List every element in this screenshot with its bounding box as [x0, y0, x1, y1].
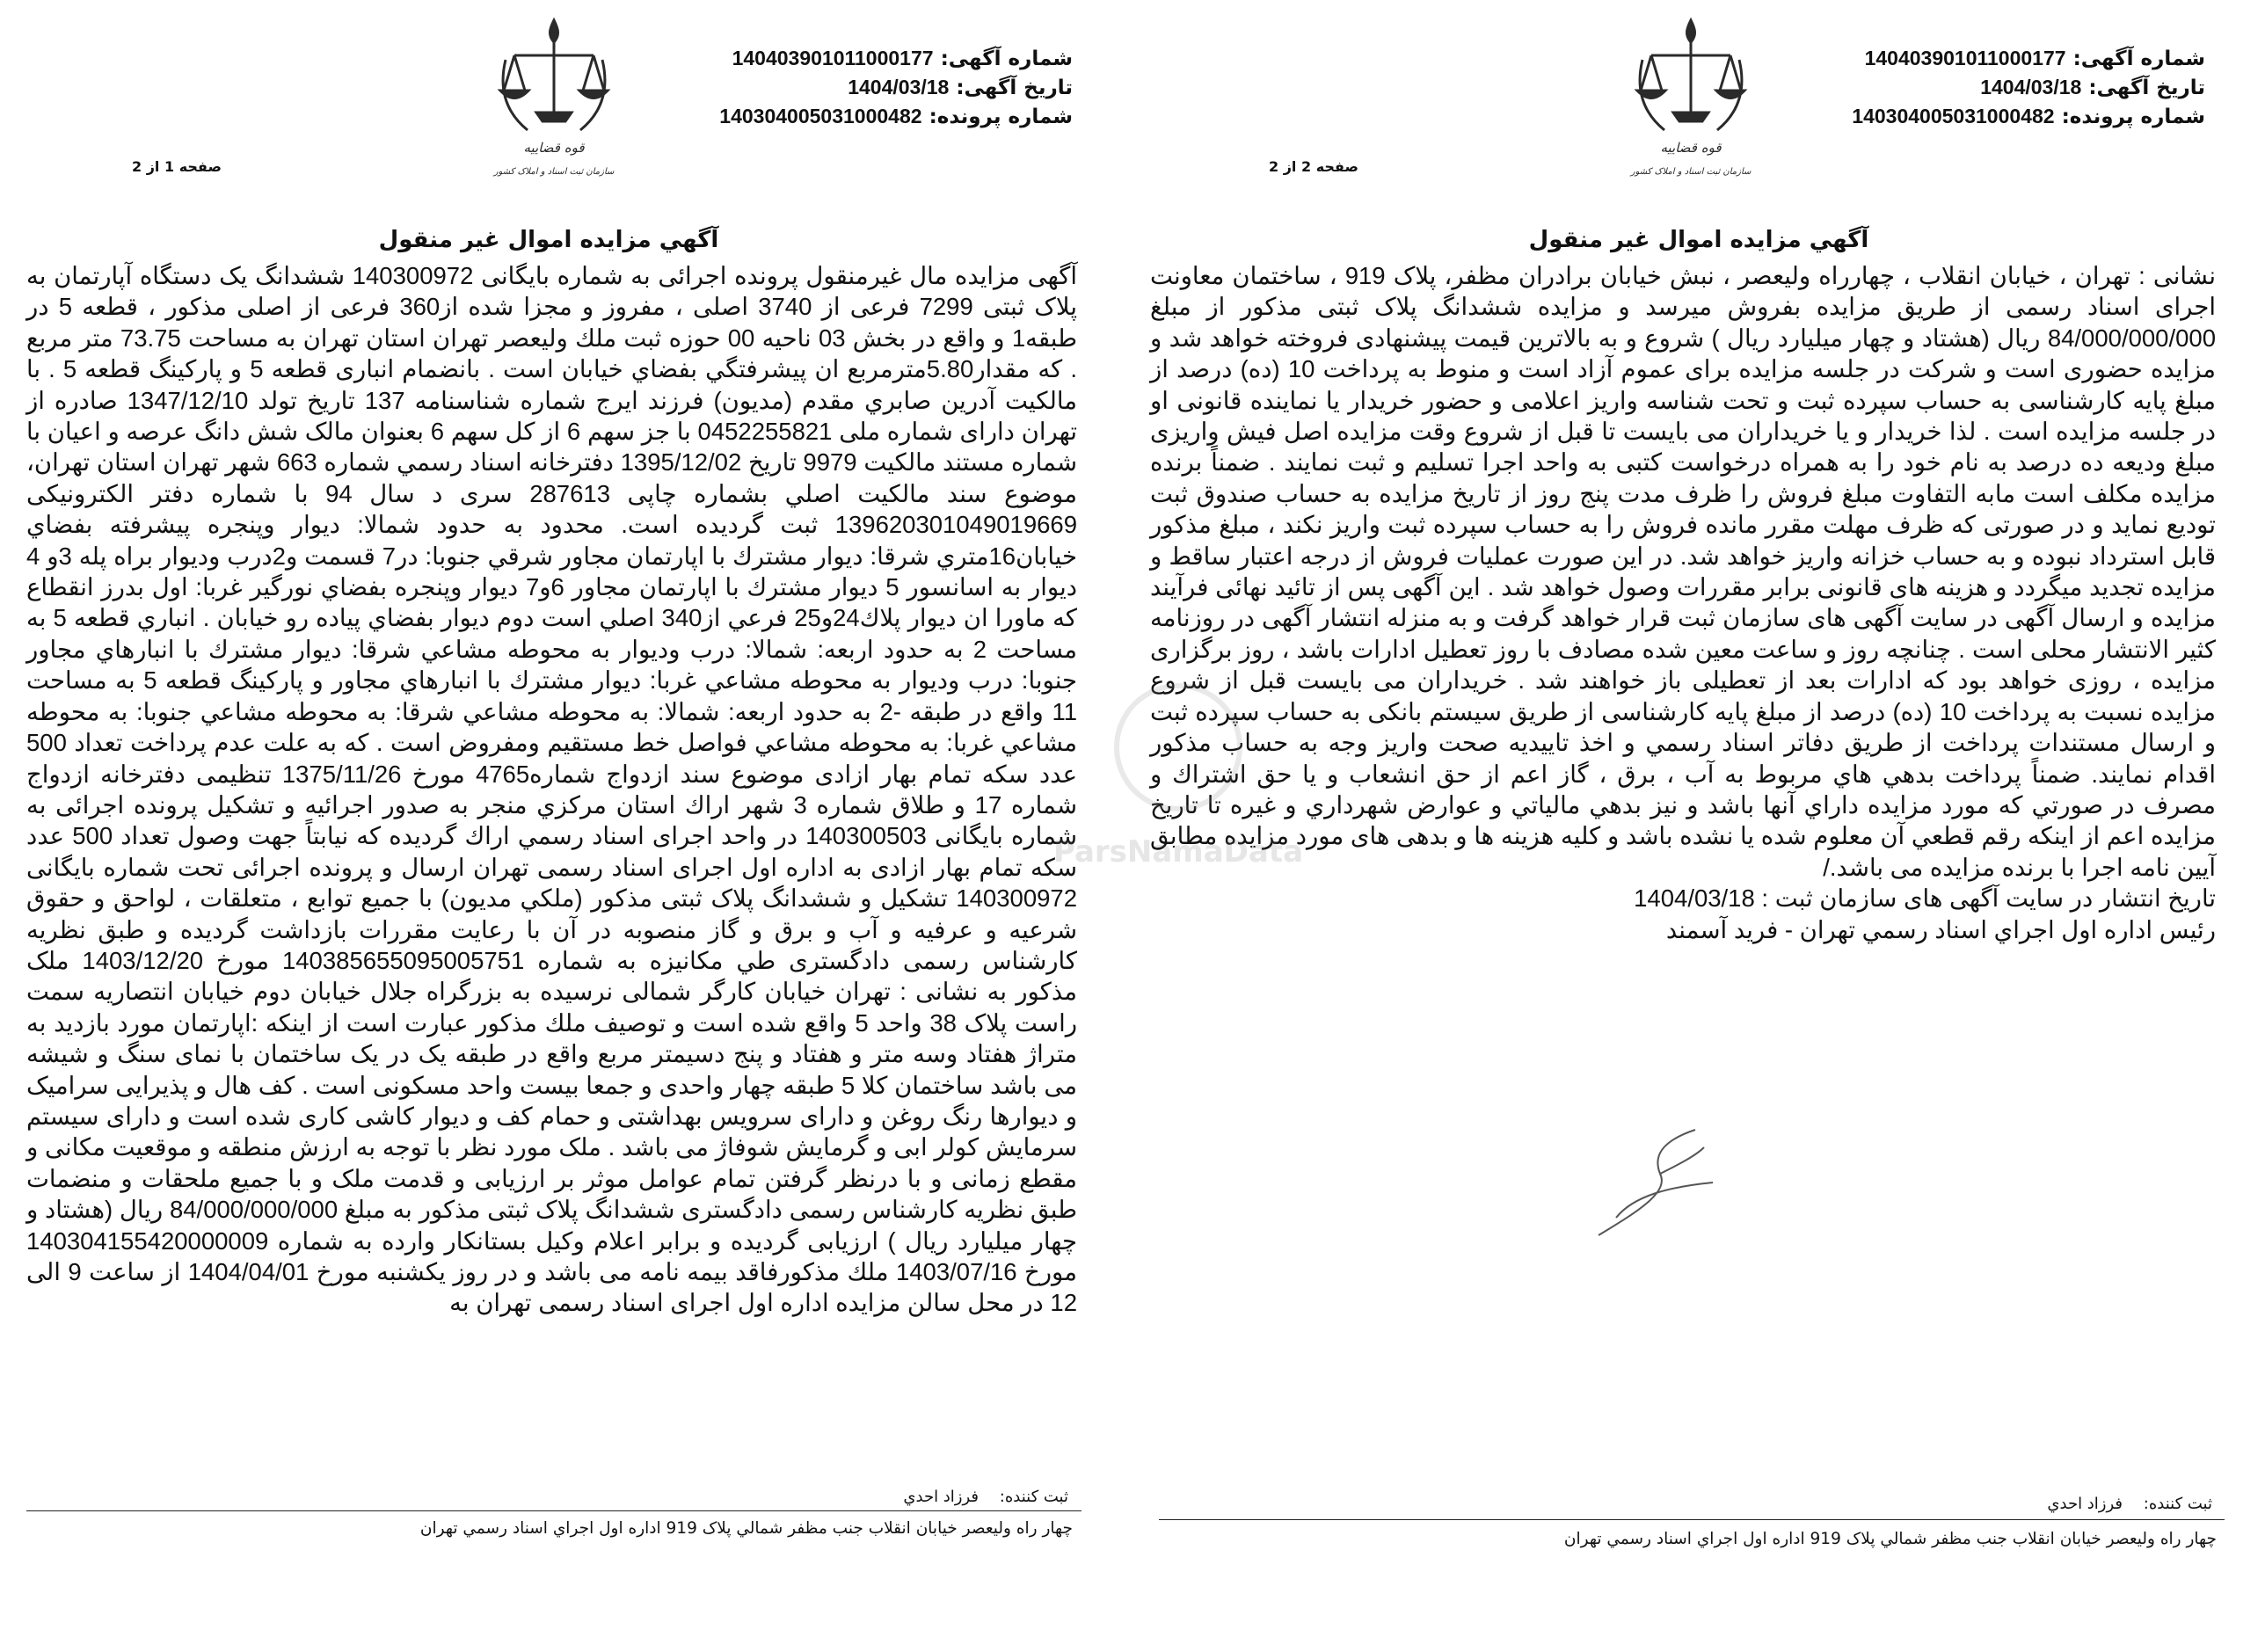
file-number: 140304005031000482 — [719, 105, 922, 127]
publish-line-date: 1404/03/18 — [1634, 884, 1755, 913]
file-number-row — [1836, 102, 2205, 131]
watermark-logo — [1046, 668, 1310, 1020]
file-number: 140304005031000482 — [1852, 105, 2055, 127]
notice-number-row — [1836, 44, 2205, 73]
page-number: صفحه 2 از 2 — [1269, 158, 1358, 175]
file-number-row — [703, 102, 1073, 131]
file-number-label: شماره پرونده: — [929, 106, 1073, 128]
emblem-caption-1: قوه قضاییه — [523, 140, 585, 156]
recorder-name: فرزاد احدي — [2047, 1495, 2123, 1513]
notice-number-label: شماره آگهی: — [940, 47, 1073, 70]
footer-address: چهار راه وليعصر خيابان انقلاب جنب مظفر شمالي پلاک 919 اداره اول اجراي اسناد رسمي تهران — [1563, 1530, 2217, 1548]
notice-number-row — [703, 44, 1073, 73]
footer-address: چهار راه وليعصر خيابان انقلاب جنب مظفر شمالي پلاک 919 اداره اول اجراي اسناد رسمي تهران — [419, 1519, 1073, 1538]
recorder-label: ثبت كننده: — [2143, 1495, 2212, 1513]
notice-meta — [703, 44, 1073, 131]
notice-date-label: تاریخ آگهی: — [2088, 76, 2205, 99]
notice-number: 140403901011000177 — [1864, 47, 2066, 69]
notice-meta — [1836, 44, 2205, 131]
watermark-text: ParsNamaData — [1052, 834, 1304, 870]
notice-date-label: تاریخ آگهی: — [956, 76, 1073, 99]
judiciary-emblem-icon — [488, 7, 620, 200]
recorder — [2047, 1495, 2212, 1513]
signatory: رئيس اداره اول اجراي اسناد رسمي تهران - فريد آسمند — [1665, 915, 2216, 943]
notice-date: 1404/03/18 — [848, 76, 950, 98]
page-1 — [0, 0, 1132, 1652]
recorder-name: فرزاد احدي — [903, 1488, 980, 1506]
notice-number: 140403901011000177 — [732, 47, 934, 69]
emblem-caption-1: قوه قضاییه — [1660, 140, 1722, 156]
footer-divider — [1159, 1519, 2225, 1520]
notice-body-text: نشانی : تهران ، خیابان انقلاب ، چهارراه ولیعصر ، نبش خیابان برادران مظفر، پلاک 919 ، ساختمان معاونت اجرای اسناد رسمی از طریق مزایده بفروش میرسد و مزایده ششدانگ پلاک ثبتی مذکور از مبلغ 84/000/000/000 ريال (هشتاد و چهار میلیارد ریال ) شروع و به بالاترین قیمت پیشنهادی فروخته خواهد شد و مزايده حضوری است و شرکت در جلسه مزایده برای عموم آزاد است و منوط به پرداخت 10 (ده) درصد از مبلغ پایه کارشناسی به حساب سپرده ثبت و تحت شناسه واریز اعلامی و حضور خريدار يا نماينده قانونی او در جلسه مزايده است . لذا خريدار و يا خريداران می بايست تا قبل از شروع وقت مزايده اصل فيش واريزی مبلغ وديعه ده درصد به نام خود را به همراه درخواست كتبی به واحد اجرا تسليم و ثبت نمايند . ضمناً برنده مزايده مكلف است مابه التفاوت مبلغ فروش را ظرف مدت پنج روز از تاريخ مزايده به حساب صندوق ثبت توديع نمايد و در صورتی كه ظرف مهلت مقرر مانده فروش را به حساب سپرده ثبت واريز نكند ، مبلغ مذكور قابل استرداد نبوده و به حساب خزانه واريز خواهد شد. در اين صورت عمليات فروش از درجه اعتبار ساقط و مزايده تجديد ميگردد و هزينه های قانونی برابر مقررات وصول خواهد شد . اين آگهی پس از تائيد نهائی فرآيند مزايده و ارسال آگهی در سايت آگهی های سازمان ثبت قرار خواهد گرفت و به منزله انتشار آگهی در روزنامه كثير الانتشار محلی است . چنانچه روز و ساعت معين شده مصادف با روز تعطيل ادارات باشد ، روز برگزاری مزايده ، روزی خواهد بود كه ادارات بعد از تعطيلی باز خواهند شد . خريداران می بايست قبل از شروع مزايده نسبت به پرداخت 10 (ده) درصد از مبلغ پايه كارشناسی از طريق سيستم بانكی به حساب سپرده ثبت و ارسال مستندات پرداخت از طريق دفاتر اسناد رسمي و اخذ تاييديه صحت واريز وجه به حساب مذكور اقدام نمايند. ضمناً پرداخت بدهي هاي مربوط به آب ، برق ، گاز اعم از حق انشعاب و يا حق اشتراك و مصرف در صورتي كه مورد مزايده داراي آنها باشد و نيز بدهي مالياتي و عوارض شهرداري و غيره تا تاريخ مزايده اعم از اينكه رقم قطعي آن معلوم شده يا نشده باشد و كليه هزينه ها و بدهی های مورد مزايده مطابق آيين نامه اجرا با برنده مزايده می باشد./ — [1150, 262, 2217, 881]
emblem-caption-2: سازمان ثبت اسناد و املاک کشور — [1630, 167, 1752, 177]
notice-body: آگهی مزایده مال غیرمنقول پرونده اجرائی به شماره بایگانی 140300972 ششدانگ یک دستگاه آپارتمان به پلاک ثبتی 7299 فرعی از 3740 اصلی ، مفروز و مجزا شده از360 فرعی از اصلی مذکور ، قطعه 5 در طبقه1 و واقع در بخش 03 ناحیه 00 حوزه ثبت ملك وليعصر تهران استان تهران به مساحت 73.75 متر مربع . كه مقدار5.80مترمربع ان پيشرفتگي بفضاي خيابان است . بانضمام انباری قطعه 5 و پارکینگ قطعه 5 . با مالكيت آدرين صابري مقدم (مديون) فرزند ایرج شماره شناسنامه 137 تاریخ تولد 1347/12/10 صادره از تهران دارای شماره ملی 0452255821 با جز سهم 6 از کل سهم 6 بعنوان مالک شش دانگ عرصه و اعيان با شماره مستند مالكيت 9979 تاريخ 1395/12/02 دفترخانه اسناد رسمي شماره 663 شهر تهران استان تهران، موضوع سند مالكيت اصلي بشماره چاپی 287613 سری د سال 94 با شماره دفتر الکترونیکی 139620301049019669 ثبت گرديده است. محدود به حدود شمالا: ديوار وپنجره پيشرفته بفضاي خيابان16متري شرقا: ديوار مشترك با اپارتمان مجاور شرقي جنوبا: در7 قسمت و2درب وديوار براه پله 3و 4 ديوار به اسانسور 5 ديوار مشترك با اپارتمان مجاور 6و7 ديوار وپنجره بفضاي نورگير غربا: اول بدرز انقطاع كه ماورا ان ديوار پلاك24و25 فرعي از340 اصلي است دوم ديوار بفضاي پياده رو خيابان . انباري قطعه 5 به مساحت 2 به حدود اربعه: شمالا: درب وديوار به محوطه مشاعي شرقا: ديوار مشترك با انبارهاي مجاور جنوبا: درب وديوار به محوطه مشاعي غربا: ديوار مشترك با انبارهاي مجاور و پاركينگ قطعه 5 به مساحت 11 واقع در طبقه -2 به حدود اربعه: شمالا: به محوطه مشاعي شرقا: به محوطه مشاعي جنوبا: به محوطه مشاعي غربا: به محوطه مشاعي فواصل خط مستقيم ومفروض است . كه به علت عدم پرداخت تعداد 500 عدد سكه تمام بهار ازادی موضوع سند ازدواج شماره4765 مورخ 1375/11/26 تنظيمی دفترخانه ازدواج شماره 17 و طلاق شماره 3 شهر اراك استان مركزي منجر به صدور اجرائیه و تشكيل پرونده اجرائی به شماره بايگانی 140300503 در واحد اجرای اسناد رسمي اراك گرديده كه نيابتاً جهت وصول تعداد 500 عدد سكه تمام بهار ازادی به اداره اول اجرای اسناد رسمی تهران ارسال و پرونده اجرائی تحت شماره بایگانی 140300972 تشکیل و ششدانگ پلاک ثبتی مذکور (ملكي مديون) با جميع توابع ، متعلقات ، لواحق و حقوق شرعیه و عرفیه و آب و برق و گاز منصوبه در آن با رعایت مقررات بازداشت گرديده و طبق نظريه كارشناس رسمی دادگستری طي مكانيزه به شماره 140385655095005751 مورخ 1403/12/20 ملک مذکور به نشانی : تهران خيابان کارگر شمالی نرسیده به بزرگراه جلال خیابان دوم خیابان انتصاریه سمت راست پلاک 38 واحد 5 واقع شده است و توصيف ملك مذكور عبارت است از اینکه :اپارتمان مورد بازدید به متراژ هفتاد وسه متر و هفتاد و پنج دسیمتر مربع واقع در طبقه یک در یک ساختمان با نمای سنگ و شیشه می باشد ساختمان کلا 5 طبقه چهار واحدی و جمعا بیست واحد مسکونی است . کف هال و پذیرایی سرامیک و دیوارها رنگ روغن و دارای سرویس بهداشتی و حمام کف و دیوار کاشی کاری شده است و دارای سیستم سرمایش کولر ابی و گرمایش شوفاژ می باشد . ملک مورد نظر با توجه به ارزش منطقه و موقعیت مکانی و مقطع زمانی و با درنظر گرفتن تمام عوامل موثر بر ارزیابی و قدمت ملک و با جمیع ملحقات و منضمات طبق نظریه کارشناس رسمی دادگستری ششدانگ پلاک ثبتی مذکور به مبلغ 84/000/000/000 ريال (هشتاد و چهار میلیارد ریال ) ارزیابی گردیده و برابر اعلام وکيل بستانکار وارده به شماره 140304155420000009 مورخ 1403/07/16 ملك مذكورفاقد بيمه نامه می باشد و در روز يکشنبه مورخ 1404/04/01 از ساعت 9 الی 12 در محل سالن مزايده اداره اول اجرای اسناد رسمی تهران به — [26, 262, 1078, 1317]
notice-date-row — [703, 73, 1073, 102]
judiciary-emblem-icon — [1625, 7, 1757, 200]
notice-date: 1404/03/18 — [1980, 76, 2082, 98]
page-number: صفحه 1 از 2 — [132, 158, 222, 175]
recorder — [903, 1488, 1068, 1506]
publish-line-label: تاريخ انتشار در سايت آگهی های سازمان ثبت : — [1761, 884, 2216, 913]
recorder-label: ثبت كننده: — [999, 1488, 1068, 1506]
file-number-label: شماره پرونده: — [2061, 106, 2205, 128]
footer-divider — [26, 1510, 1082, 1511]
notice-date-row — [1836, 73, 2205, 102]
emblem-caption-2: سازمان ثبت اسناد و املاک کشور — [493, 167, 615, 177]
notice-title: آگهي مزايده اموال غير منقول — [378, 227, 719, 253]
handwritten-signature — [1563, 1112, 1739, 1253]
notice-title: آگهي مزايده اموال غير منقول — [1528, 227, 1869, 253]
notice-number-label: شماره آگهی: — [2072, 47, 2205, 70]
